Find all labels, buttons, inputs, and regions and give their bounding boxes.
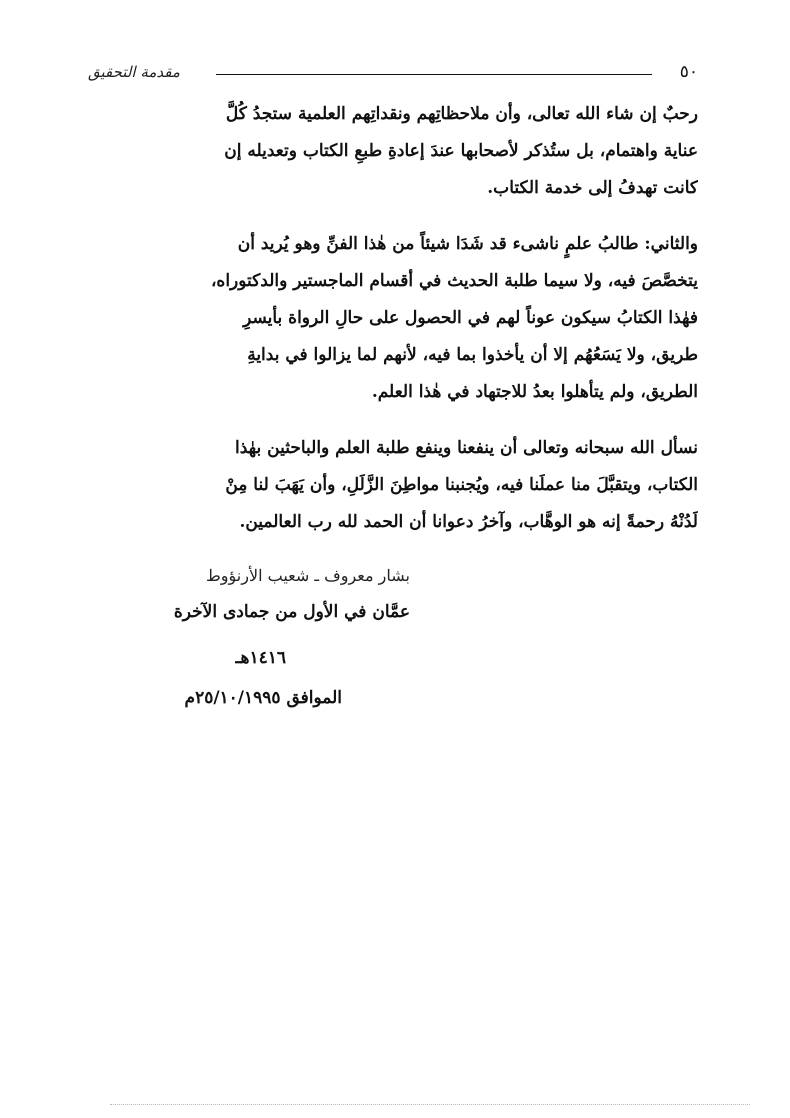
place-and-date: عمَّان في الأول من جمادى الآخرة <box>173 602 410 622</box>
text-line: والثاني: طالبُ علمٍ ناشىء قد شَدَا شيئاً من هٰذا الفنِّ وهو يُريد أن <box>237 234 698 254</box>
hijri-year: ١٤١٦هـ <box>235 648 286 668</box>
text-line: يتخصَّصَ فيه، ولا سيما طلبة الحديث في أقسام الماجستير والدكتوراه، <box>210 271 698 291</box>
paragraph-2 <box>94 226 698 411</box>
page-header <box>88 60 698 90</box>
text-line: نسأل الله سبحانه وتعالى أن ينفعنا وينفع طلبة العلم والباحثين بهٰذا <box>235 438 698 458</box>
text-line: فهٰذا الكتابُ سيكون عوناً لهم في الحصول على حالِ الرواة بأيسرِ <box>243 308 698 328</box>
running-title: مقدمة التحقيق <box>88 63 180 81</box>
paragraph-1 <box>94 96 698 207</box>
gregorian-date: الموافق ٢٥/١٠/١٩٩٥م <box>184 688 342 708</box>
text-line: كانت تهدفُ إلى خدمة الكتاب. <box>487 178 698 198</box>
signatories: بشار معروف ـ شعيب الأرنؤوط <box>206 566 410 585</box>
text-line: الطريق، ولم يتأهلوا بعدُ للاجتهاد في هٰذا العلم. <box>371 382 698 402</box>
page-number: ٥٠ <box>679 62 698 82</box>
header-rule <box>216 74 652 75</box>
text-line: رحبٌ إن شاء الله تعالى، وأن ملاحظاتِهم ونقداتِهم العلمية ستجدُ كُلَّ <box>225 104 698 124</box>
text-line: طريق، ولا يَسَعُهُم إلا أن يأخذوا بما فيه، لأنهم لما يزالوا في بدايةِ <box>247 345 698 365</box>
signature-block <box>130 560 410 720</box>
text-line: لَدُنْهُ رحمةً إنه هو الوهَّاب، وآخرُ دعوانا أن الحمد لله رب العالمين. <box>239 512 698 532</box>
scan-artifact <box>110 1104 750 1111</box>
text-line: عناية واهتمام، بل ستُذكر لأصحابها عندَ إعادةِ طبعِ الكتاب وتعديله إن <box>224 141 698 161</box>
paragraph-3 <box>94 430 698 541</box>
text-line: الكتاب، ويتقبَّلَ منا عملَنا فيه، ويُجنبنا مواطِنَ الزَّلَلِ، وأن يَهَبَ لنا مِنْ <box>225 475 698 495</box>
